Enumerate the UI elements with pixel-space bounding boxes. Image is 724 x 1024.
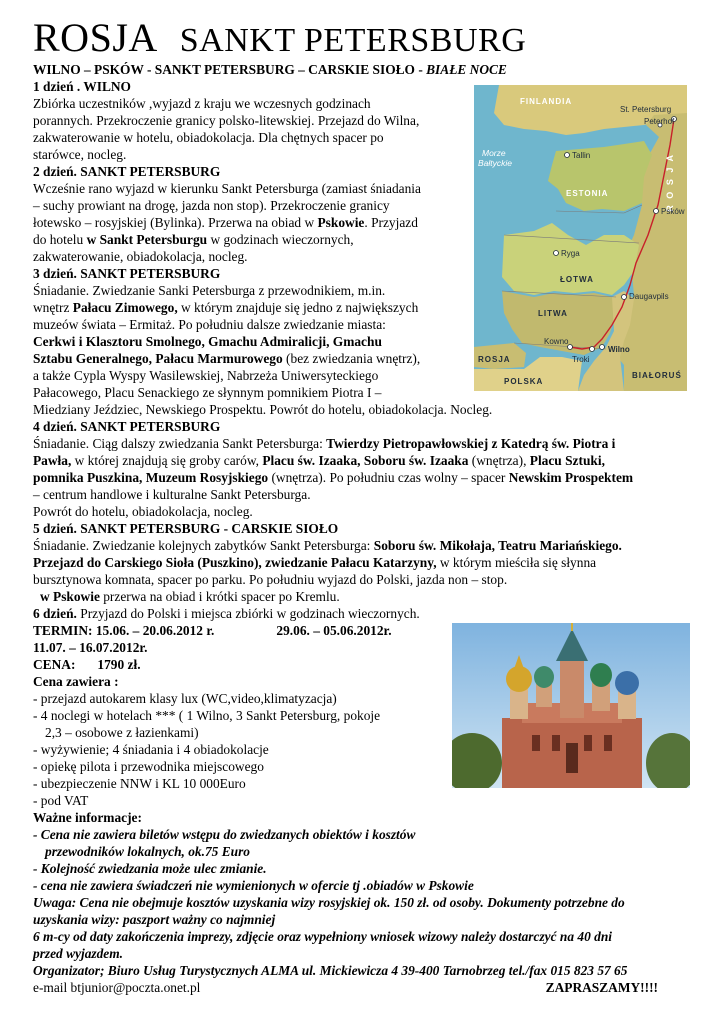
baltic-map: [474, 85, 687, 391]
page-title: [33, 15, 703, 61]
list-item: - wyżywienie; 4 śniadania i 4 obiadokolacje: [33, 742, 269, 757]
day-heading: 5 dzień. SANKT PETERSBURG - CARSKIE SIOŁO: [33, 521, 339, 536]
map-label-city: Daugavpils: [629, 292, 669, 301]
organizer: Organizator; Biuro Usług Turystycznych ALMA ul. Mickiewicza 4 39-400 Tarnobrzeg tel./fax 015 823 57 65: [33, 963, 628, 978]
termin-dates: TERMIN: 15.06. – 20.06.2012 r. 29.06. – 05.06.2012r.: [33, 623, 392, 638]
map-label-rosja: R O S J A: [665, 153, 675, 212]
map-label-city: Wilno: [608, 345, 630, 354]
map-label-country: POLSKA: [504, 377, 544, 386]
day-heading: 1 dzień . WILNO: [33, 79, 131, 94]
map-label-country: ROSJA: [478, 355, 511, 364]
price: CENA: 1790 zł.: [33, 657, 141, 672]
day-1-section: 1 dzień . WILNO Zbiórka uczestników ,wyjazd z kraju we wczesnych godzinach porannych. Przekroczenie granicy polsko-litewskiej. Przejazd do Wilna, zakwaterowanie w hotelu, obiadokolacja. Dla chętnych spacer po starówce, nocleg.: [33, 78, 465, 163]
map-label-country: BIAŁORUŚ: [632, 371, 682, 380]
document: ROSJA SANKT PETERSBURG WILNO – PSKÓW - SANKT PETERSBURG – CARSKIE SIOŁO - BIAŁE NOCE 1 dzień . WILNO Zbiórka uczestników ,wyjazd z kraju we wczesnych godzinach porannych. Przekroczenie granicy polsko-litewskiej. Przejazd do Wilna, zakwaterowanie w hotelu, obiadokolacja. Dla chętnych spacer po starówce, nocleg. 2 dzień. SANKT PETERSBURG Wcześnie rano wyjazd w kierunku Sankt Petersburga (zamiast śniadania – suchy prowiant na drogę, jazda non stop). Przekroczenie granicy łotewsko – rosyjskiej (Bylinka). Przerwa na obiad w Pskowie. Przyjazd do hotelu w Sankt Petersburgu w godzinach wieczornych, zakwaterowanie, obiadokolacja, nocleg. 3 dzień. SANKT PETERSBURG Śniadanie. Zwiedzanie Sanki Petersburga z przewodnikiem, m.in. wnętrz Pałacu Zimowego, w którym znajduje się jedno z największych muzeów świata – Ermitaż. Po południu dalsze zwiedzanie miasta: Cerkwi i Klasztoru Smolnego, Gmachu Admiralicji, Gmachu Sztabu Generalnego, Pałacu Marmurowego (bez zwiedzania wnętrz), a także Cypla Wyspy Wasilewskiej, Nabrzeża Uniwersyteckiego Pałacowego, Placu Senackiego ze słynnym pomnikiem Piotra I – Miedziany Jeździec, Newskiego Prospektu. Powrót do hotelu, obiadokolacja. Nocleg. 4 dzień. SANKT PETERSBURG Śniadanie. Ciąg dalszy zwiedzania Sankt Petersburga: Twierdzy Pietropawłowskiej z Katedrą św. Piotra i Pawła, w której znajdują się groby carów, Placu św. Izaaka, Soboru św. Izaaka (wnętrza), Placu Sztuki, pomnika Puszkina, Muzeum Rosyjskiego (wnętrza). Po południu czas wolny – spacer Newskim Prospektem – centrum handlowe i kulturalne Sankt Petersburga. Powrót do hotelu, obiadokolacja, nocleg. 5 dzień. SANKT PETERSBURG - CARSKIE SIOŁO Śniadanie. Zwiedzanie kolejnych zabytków Sankt Petersburga: Soboru św. Mikołaja, Teatru Mariańskiego. Przejazd do Carskiego Sioła (Puszkino), zwiedzanie Pałacu Katarzyny, w którym mieściła się słynna bursztynowa komnata, spacer po parku. Po południu wyjazd do Polski, jazda non – stop. w Pskowie przerwa na obiad i krótki spacer po Kremlu. 6 dzień. Przyjazd do Polski i miejsca zbiórki w godzinach wieczornych. TERMIN: 15.06. – 20.06.2012 r. 29.06. – 05.06.2012r. 11.07. – 16.07.2012r. CENA: 1790 zł. Cena zawiera : - przejazd autokarem klasy lux (WC,video,klimatyzacja) - 4 noclegi w hotelach *** ( 1 Wilno, 3 Sankt Petersburg, pokoje 2,3 – osobowe z łazienkami) - wyżywienie; 4 śniadania i 4 obiadokolacje - opiekę pilota i przewodnika miejscowego - ubezpieczenie NNW i KL 10 000Euro - pod VAT Ważne informacje: - Cena nie zawiera biletów wstępu do zwiedzanych obiektów i kosztów przewodników lokalnych, ok.75 Euro - Kolejność zwiedzania może ulec zmianie. - cena nie zawiera świadczeń nie wymienionych w ofercie tj .obiadów w Pskowie Uwaga: Cena nie obejmuje kosztów uzyskania wizy rosyjskiej ok. 150 zł. od osoby. Dokumenty potrzebne do uzyskania wizy: paszport ważny co najmniej 6 m-cy od daty zakończenia imprezy, zdjęcie oraz wypełniony wniosek wizowy należy dostarczyć na 40 dni przed wyjazdem. Organizator; Biuro Usług Turystycznych ALMA ul. Mickiewicza 4 39-400 Tarnobrzeg tel./fax 015 823 57 65 e-mail btjunior@poczta.onet.pl ZAPRASZAMY!!!!: [33, 18, 703, 996]
route-tag: BIAŁE NOCE: [426, 62, 507, 77]
list-item: - ubezpieczenie NNW i KL 10 000Euro: [33, 776, 246, 791]
map-label-city: Psków: [661, 207, 685, 216]
map-graphic: [474, 85, 687, 391]
email-text: e-mail btjunior@poczta.onet.pl: [33, 980, 201, 995]
map-label-country: FINLANDIA: [520, 97, 573, 106]
day-2-section: 2 dzień. SANKT PETERSBURG Wcześnie rano wyjazd w kierunku Sankt Petersburga (zamiast śniadania – suchy prowiant na drogę, jazda non stop). Przekroczenie granicy łotewsko – rosyjskiej (Bylinka). Przerwa na obiad w Pskowie. Przyjazd do hotelu w Sankt Petersburgu w godzinach wieczornych, zakwaterowanie, obiadokolacja, nocleg.: [33, 163, 465, 265]
day-4-section: 4 dzień. SANKT PETERSBURG Śniadanie. Ciąg dalszy zwiedzania Sankt Petersburga: Twierdzy Pietropawłowskiej z Katedrą św. Piotra i Pawła, w której znajdują się groby carów, Placu św. Izaaka, Soboru św. Izaaka (wnętrza), Placu Sztuki, pomnika Puszkina, Muzeum Rosyjskiego (wnętrza). Po południu czas wolny – spacer Newskim Prospektem – centrum handlowe i kulturalne Sankt Petersburga. Powrót do hotelu, obiadokolacja, nocleg.: [33, 418, 703, 520]
day-heading: 4 dzień. SANKT PETERSBURG: [33, 419, 221, 434]
day-3-section: 3 dzień. SANKT PETERSBURG Śniadanie. Zwiedzanie Sanki Petersburga z przewodnikiem, m.in. wnętrz Pałacu Zimowego, w którym znajduje się jedno z największych muzeów świata – Ermitaż. Po południu dalsze zwiedzanie miasta: Cerkwi i Klasztoru Smolnego, Gmachu Admiralicji, Gmachu Sztabu Generalnego, Pałacu Marmurowego (bez zwiedzania wnętrz), a także Cypla Wyspy Wasilewskiej, Nabrzeża Uniwersyteckiego Pałacowego, Placu Senackiego ze słynnym pomnikiem Piotra I –: [33, 265, 465, 401]
list-item: - 4 noclegi w hotelach *** ( 1 Wilno, 3 Sankt Petersburg, pokoje: [33, 708, 381, 723]
map-label-country: ŁOTWA: [560, 275, 594, 284]
map-label-sea: Morze: [482, 148, 506, 158]
title-main: ROSJA: [33, 15, 158, 60]
church-illustration: [452, 623, 690, 788]
title-sub: SANKT PETERSBURG: [179, 22, 527, 59]
day-heading: 3 dzień. SANKT PETERSBURG: [33, 266, 221, 281]
map-label-city: Troki: [572, 355, 590, 364]
map-label-city: Ryga: [561, 249, 580, 258]
map-label-city: St. Petersburg: [620, 105, 672, 114]
day-heading: 2 dzień. SANKT PETERSBURG: [33, 164, 221, 179]
day-5-section: 5 dzień. SANKT PETERSBURG - CARSKIE SIOŁO Śniadanie. Zwiedzanie kolejnych zabytków Sankt Petersburga: Soboru św. Mikołaja, Teatru Mariańskiego. Przejazd do Carskiego Sioła (Puszkino), zwiedzanie Pałacu Katarzyny, w którym mieściła się słynna bursztynowa komnata, spacer po parku. Po południu wyjazd do Polski, jazda non – stop. w Pskowie przerwa na obiad i krótki spacer po Kremlu.: [33, 520, 703, 605]
map-label-sea: Bałtyckie: [478, 158, 513, 168]
price-includes: Cena zawiera : - przejazd autokarem klasy lux (WC,video,klimatyzacja) - 4 noclegi w hotelach *** ( 1 Wilno, 3 Sankt Petersburg, pokoje 2,3 – osobowe z łazienkami) - wyżywienie; 4 śniadania i 4 obiadokolacje - opiekę pilota i przewodnika miejscowego - ubezpieczenie NNW i KL 10 000Euro - pod VAT: [33, 673, 445, 809]
important-info: Ważne informacje: - Cena nie zawiera biletów wstępu do zwiedzanych obiektów i kosztów przewodników lokalnych, ok.75 Euro - Kolejność zwiedzania może ulec zmianie. - cena nie zawiera świadczeń nie wymienionych w ofercie tj .obiadów w Pskowie Uwaga: Cena nie obejmuje kosztów uzyskania wizy rosyjskiej ok. 150 zł. od osoby. Dokumenty potrzebne do uzyskania wizy: paszport ważny co najmniej 6 m-cy od daty zakończenia imprezy, zdjęcie oraz wypełniony wniosek wizowy należy dostarczyć na 40 dni przed wyjazdem. Organizator; Biuro Usług Turystycznych ALMA ul. Mickiewicza 4 39-400 Tarnobrzeg tel./fax 015 823 57 65: [33, 809, 703, 979]
list-item: 2,3 – osobowe z łazienkami): [45, 725, 199, 740]
list-item: - opiekę pilota i przewodnika miejscowego: [33, 759, 264, 774]
map-label-city: Kowno: [544, 337, 569, 346]
day-6-section: 6 dzień. Przyjazd do Polski i miejsca zbiórki w godzinach wieczornych.: [33, 606, 420, 621]
list-item: - pod VAT: [33, 793, 89, 808]
footer: [33, 979, 658, 996]
map-label-country: ESTONIA: [566, 189, 609, 198]
list-item: - przejazd autokarem klasy lux (WC,video,klimatyzacja): [33, 691, 337, 706]
map-label-country: LITWA: [538, 309, 568, 318]
route-line: WILNO – PSKÓW - SANKT PETERSBURG – CARSKIE SIOŁO - BIAŁE NOCE: [33, 62, 507, 77]
church-photo: [452, 623, 690, 788]
map-label-city: Peterhof: [644, 117, 675, 126]
invite-text: ZAPRASZAMY!!!!: [545, 980, 658, 995]
map-label-city: Tallin: [572, 151, 591, 160]
